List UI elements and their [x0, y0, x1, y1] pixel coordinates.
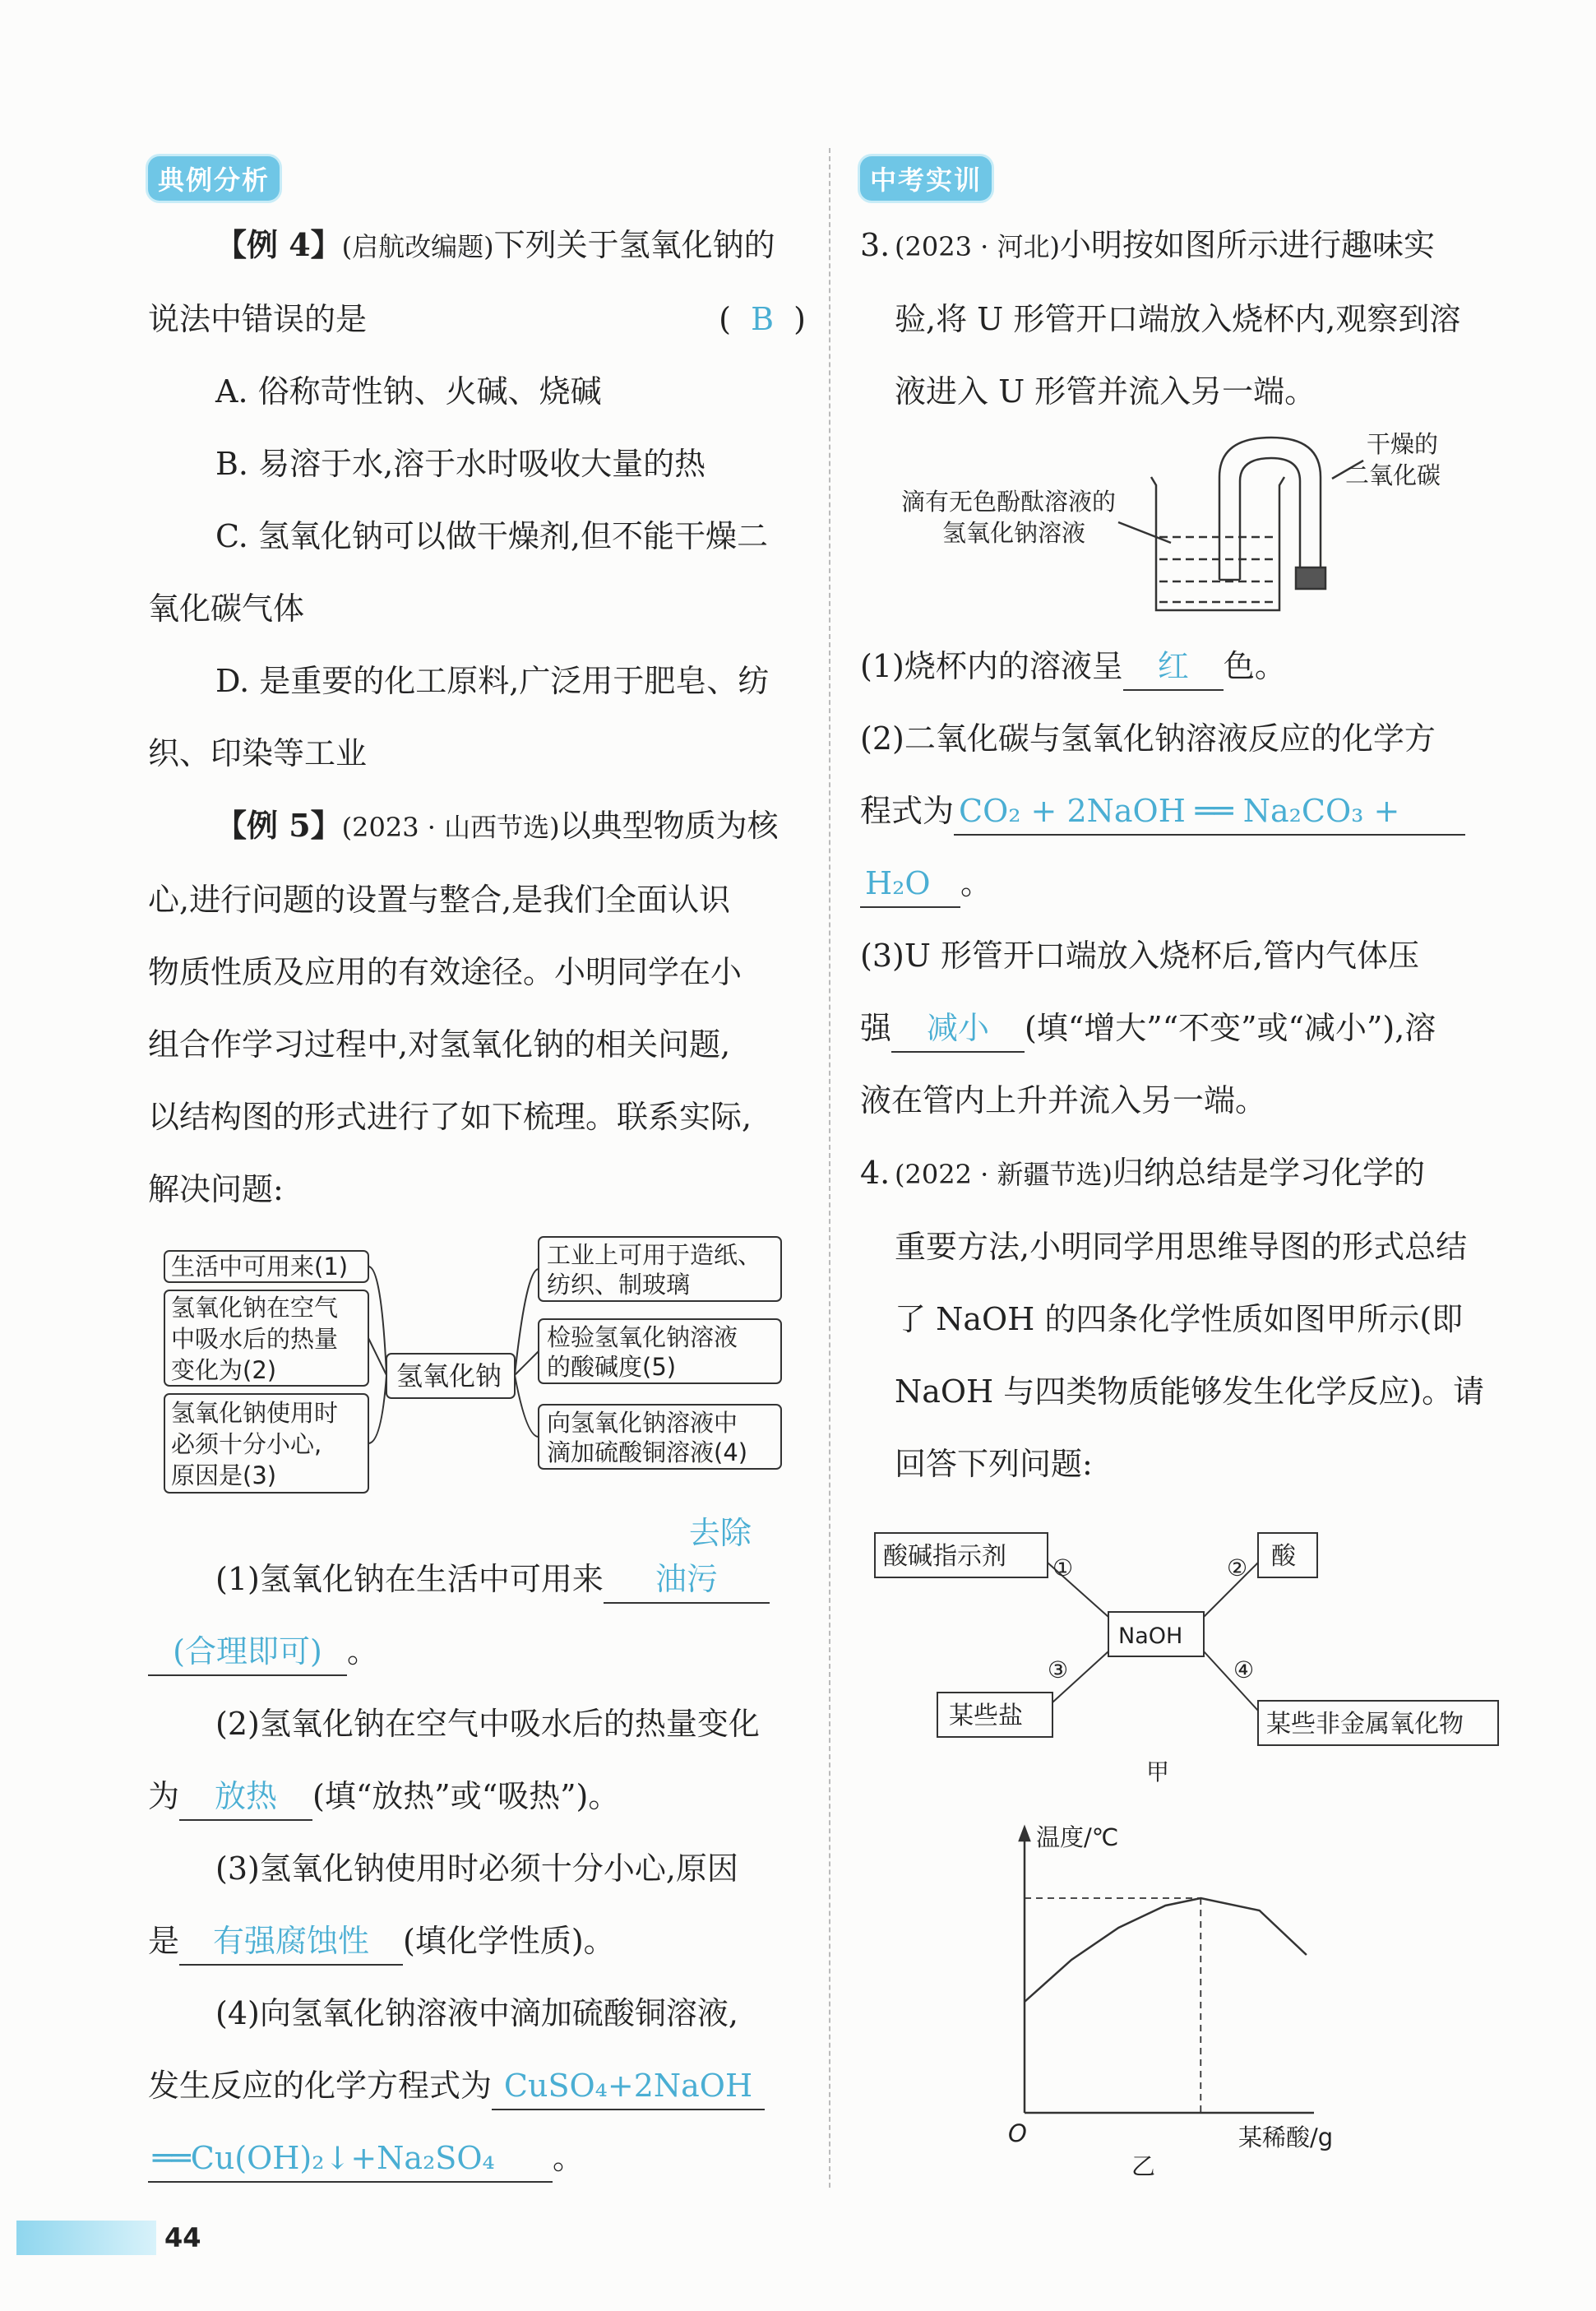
jia-tr: 酸	[1271, 1542, 1296, 1571]
diagram-l1: 生活中可用来(1)	[171, 1253, 349, 1281]
p3-q1: (1)烧杯内的溶液呈 红 色。	[860, 630, 1518, 702]
diagram-l3a: 氢氧化钠使用时	[171, 1399, 339, 1427]
y-axis-arrow	[1020, 1827, 1029, 1841]
p3-q2-answer-2: H₂O	[860, 860, 960, 908]
diagram-r2a: 检验氢氧化钠溶液	[547, 1323, 738, 1351]
ex4-option-d-cont: 织、印染等工业	[148, 735, 368, 771]
ex5-line-2: 心,进行问题的设置与整合,是我们全面认识	[148, 882, 731, 918]
diagram-r1b: 纺织、制玻璃	[547, 1271, 691, 1299]
p3-q1-answer: 红	[1123, 643, 1224, 691]
ex5-q1: (1)氢氧化钠在生活中可用来去除油污	[148, 1510, 806, 1615]
diagram-r2b: 的酸碱度(5)	[547, 1353, 677, 1381]
jia-n3: ③	[1048, 1656, 1069, 1683]
ex5-q3-cont: 是 有强腐蚀性 (填化学性质)。	[148, 1905, 806, 1977]
ex4-answer: B	[751, 301, 775, 337]
jia-center: NaOH	[1118, 1623, 1183, 1649]
ex5-line-6: 解决问题:	[148, 1171, 284, 1207]
diagram-l3b: 必须十分小心,	[171, 1430, 322, 1458]
jia-br: 某些非金属氧化物	[1266, 1710, 1464, 1739]
p4-line-2: 重要方法,小明同学用思维导图的形式总结	[895, 1229, 1468, 1265]
p4-stem: 4. (2022 · 新疆节选)归纳总结是学习化学的	[860, 1155, 1425, 1191]
diagram-l2a: 氢氧化钠在空气	[171, 1294, 339, 1322]
beaker	[1151, 477, 1284, 610]
ex5-q3-answer: 有强腐蚀性	[179, 1918, 403, 1966]
ex4-option-b: B. 易溶于水,溶于水时吸收大量的热	[215, 446, 706, 482]
ex5-line-4: 组合作学习过程中,对氢氧化钠的相关问题,	[148, 1026, 731, 1063]
origin-label: O	[1008, 2119, 1027, 2147]
chart-caption: 乙	[1131, 2152, 1156, 2180]
section-tag-dianli: 典例分析	[148, 156, 280, 201]
y-axis-label: 温度/℃	[1036, 1823, 1119, 1851]
fig-label-dry-co2-a: 干燥的	[1367, 430, 1439, 458]
footer-bar	[16, 2221, 156, 2255]
diagram-r3b: 滴加硫酸铜溶液(4)	[547, 1438, 748, 1466]
ex5-q1-answer-2: (合理即可)	[148, 1628, 347, 1676]
ex5-q1-answer-1: 去除油污	[604, 1510, 770, 1604]
rubber-stopper	[1296, 567, 1325, 589]
page-number: 44	[164, 2222, 201, 2253]
p3-q3-cont: 强 减小 (填“增大”“不变”或“减小”),溶	[860, 992, 1518, 1064]
jia-caption: 甲	[1146, 1758, 1170, 1785]
diagram-center: 氢氧化钠	[396, 1360, 502, 1392]
ex4-option-d: D. 是重要的化工原料,广泛用于肥皂、纺	[215, 663, 770, 699]
fig-label-solution-b: 氢氧化钠溶液	[942, 519, 1086, 547]
left-column	[148, 148, 806, 2194]
jia-bl: 某些盐	[949, 1702, 1023, 1730]
ex5-q4: (4)向氢氧化钠溶液中滴加硫酸铜溶液,	[215, 1995, 738, 2031]
ex5-q4-answer-2: ══Cu(OH)₂↓+Na₂SO₄	[148, 2135, 553, 2183]
diagram-l2c: 变化为(2)	[171, 1356, 277, 1384]
temperature-curve	[1025, 1898, 1307, 2002]
column-divider	[829, 148, 830, 2188]
diagram-r3a: 向氢氧化钠溶液中	[547, 1409, 738, 1437]
p3-q3-answer: 减小	[891, 1005, 1025, 1053]
ex5-q4-answer-1: CuSO₄+2NaOH	[492, 2063, 765, 2110]
fig-label-dry-co2-b: 二氧化碳	[1345, 461, 1441, 489]
p3-line-2: 验,将 U 形管开口端放入烧杯内,观察到溶	[895, 301, 1461, 337]
u-tube-apparatus-figure	[860, 428, 1518, 625]
diagram-l2b: 中吸水后的热量	[171, 1325, 339, 1353]
p4-line-3: 了 NaOH 的四条化学性质如图甲所示(即	[895, 1301, 1464, 1337]
diagram-l3c: 原因是(3)	[171, 1461, 277, 1489]
ex4-option-a: A. 俗称苛性钠、火碱、烧碱	[215, 373, 602, 410]
p4-line-4: NaOH 与四类物质能够发生化学反应)。请	[895, 1373, 1485, 1410]
p3-q2-cont: 程式为 CO₂ + 2NaOH ══ Na₂CO₃ +	[860, 775, 1518, 847]
ex5-q2-cont: 为 放热 (填“放热”或“吸热”)。	[148, 1760, 806, 1832]
x-axis-label: 某稀酸/g	[1238, 2123, 1334, 2151]
ex5-q2: (2)氢氧化钠在空气中吸水后的热量变化	[215, 1706, 760, 1742]
ex5-q1-cont: (合理即可) 。	[148, 1615, 806, 1688]
naoh-properties-diagram-jia	[860, 1517, 1518, 1788]
ex5-q4-cont: 发生反应的化学方程式为 CuSO₄+2NaOH	[148, 2049, 806, 2122]
p3-line-3: 液进入 U 形管并流入另一端。	[895, 373, 1316, 410]
ex4-stem-2: 说法中错误的是 ( B )	[148, 301, 806, 337]
ex5-line-5: 以结构图的形式进行了如下梳理。联系实际,	[148, 1099, 752, 1135]
fig-label-solution-a: 滴有无色酚酞溶液的	[901, 488, 1117, 516]
diagram-r1a: 工业上可用于造纸、	[547, 1241, 762, 1269]
p3-q2-answer-1: CO₂ + 2NaOH ══ Na₂CO₃ +	[954, 788, 1465, 836]
jia-n1: ①	[1052, 1554, 1074, 1582]
p3-q3-cont-2: 液在管内上升并流入另一端。	[860, 1082, 1267, 1118]
section-tag-zhongkao: 中考实训	[860, 156, 992, 201]
naoh-structure-diagram	[148, 1230, 806, 1502]
jia-tl: 酸碱指示剂	[883, 1542, 1006, 1571]
jia-n2: ②	[1227, 1554, 1248, 1582]
p3-q2-cont-2: H₂O 。	[860, 847, 1518, 919]
p3-stem: 3. (2023 · 河北)小明按如图所示进行趣味实	[860, 227, 1435, 263]
p3-q3: (3)U 形管开口端放入烧杯后,管内气体压	[860, 938, 1420, 974]
jia-n4: ④	[1233, 1656, 1255, 1683]
temperature-chart-yi	[860, 1796, 1518, 2183]
ex5-q3: (3)氢氧化钠使用时必须十分小心,原因	[215, 1850, 738, 1887]
ex4-option-c: C. 氢氧化钠可以做干燥剂,但不能干燥二	[215, 518, 768, 554]
ex5-q2-answer: 放热	[179, 1773, 312, 1821]
u-tube-inner	[1240, 458, 1300, 580]
p4-line-5: 回答下列问题:	[895, 1446, 1093, 1482]
ex5-q4-cont-2: ══Cu(OH)₂↓+Na₂SO₄ 。	[148, 2122, 806, 2194]
right-column	[860, 148, 1518, 2183]
ex5-stem: 【例 5】(2023 · 山西节选)以典型物质为核	[215, 807, 779, 844]
ex4-stem: 【例 4】(启航改编题)下列关于氢氧化钠的	[215, 226, 775, 263]
ex4-option-c-cont: 氧化碳气体	[148, 590, 305, 627]
ex5-line-3: 物质性质及应用的有效途径。小明同学在小	[148, 954, 742, 990]
p3-q2: (2)二氧化碳与氢氧化钠溶液反应的化学方	[860, 720, 1436, 757]
